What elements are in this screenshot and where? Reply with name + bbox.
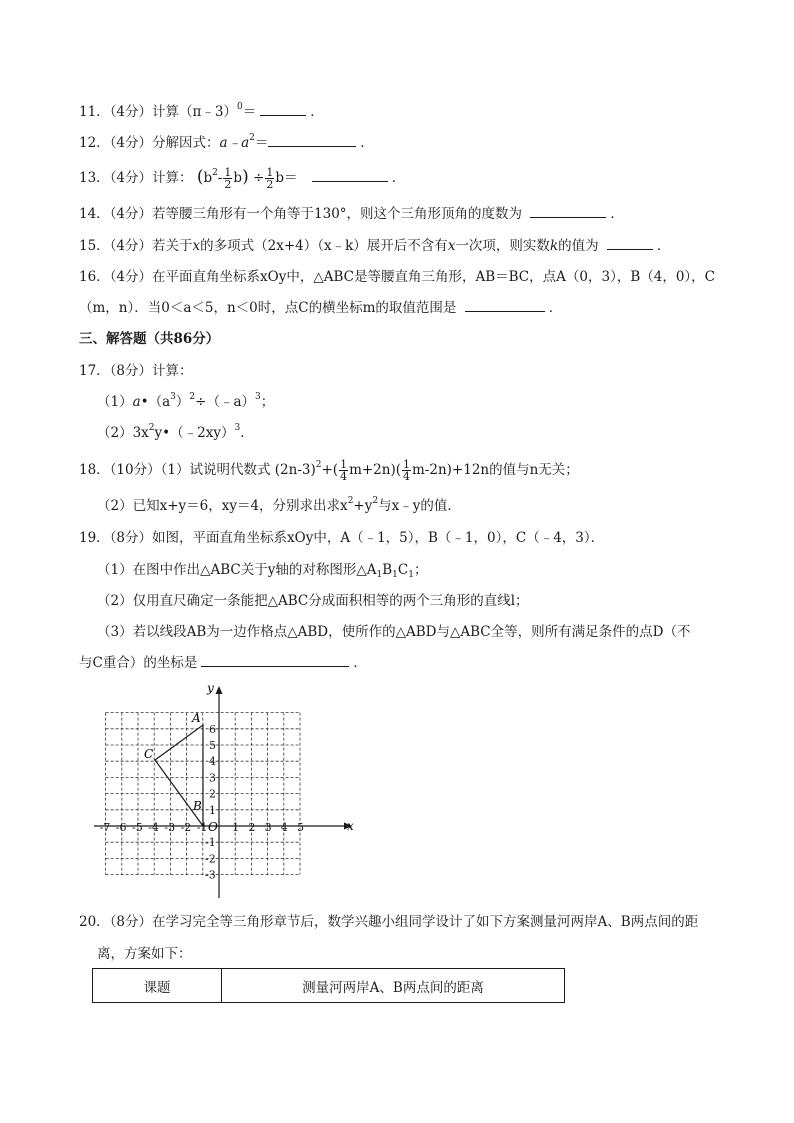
x-axis-label: x bbox=[347, 819, 354, 833]
x-tick-label: 2 bbox=[248, 821, 256, 834]
fraction-half: $\frac{1}{2}$ bbox=[224, 166, 232, 191]
x-tick-label: -1 bbox=[196, 821, 208, 834]
plan-table bbox=[92, 968, 565, 1003]
y-axis-label: y bbox=[207, 681, 214, 695]
question-11: 11．（4分）计算（π﹣3）$^0$＝ ． bbox=[79, 102, 324, 120]
table-label-cell: 课题 bbox=[93, 969, 222, 1003]
question-12: 12．（4分）分解因式：$a﹣a^2=$ ． bbox=[79, 133, 374, 151]
question-19-part2: （2）仅用直尺确定一条能把△ABC分成面积相等的两个三角形的直线l； bbox=[97, 593, 529, 609]
answer-blank[interactable] bbox=[260, 103, 306, 116]
y-tick-label: 6 bbox=[209, 722, 216, 736]
question-17-part1: $(1)a•(a^3)^2\div(﹣a)^3$； bbox=[97, 392, 275, 410]
x-tick-label: -3 bbox=[164, 821, 176, 834]
question-17-part2: $(2)3x^2y•(﹣2xy)^3$． bbox=[97, 423, 254, 441]
y-tick-label: 2 bbox=[209, 787, 216, 801]
point-c-label: C bbox=[144, 747, 154, 761]
answer-blank[interactable] bbox=[312, 169, 388, 182]
y-tick-label: 1 bbox=[209, 803, 216, 817]
y-tick-label: 5 bbox=[209, 739, 216, 752]
answer-blank[interactable] bbox=[201, 654, 349, 667]
answer-blank[interactable] bbox=[530, 205, 606, 218]
x-tick-label: 5 bbox=[297, 821, 304, 834]
question-18-part2: （2）已知x+y＝6，xy＝4，分别求出求$x^2+y^2$与x﹣y的值． bbox=[97, 496, 461, 514]
coordinate-grid-figure bbox=[88, 680, 360, 900]
x-tick-label: -4 bbox=[148, 821, 159, 834]
table-row bbox=[93, 969, 565, 1003]
answer-blank[interactable] bbox=[607, 237, 653, 250]
x-tick-label: 4 bbox=[280, 821, 288, 834]
x-tick-label: 1 bbox=[232, 821, 240, 834]
origin-label: O bbox=[208, 820, 218, 834]
fraction-quarter: $\frac{1}{4}$ bbox=[403, 458, 410, 483]
question-19-part1: （1）在图中作出△ABC关于y轴的对称图形$\triangle A_1B_1C_1$； bbox=[97, 562, 428, 580]
table-value-cell: 测量河两岸A、B两点间的距离 bbox=[222, 969, 565, 1003]
question-15: 15．（4分）若关于x的多项式（2x+4）（x﹣k）展开后不含有x一次项，则实数k的值为 ． bbox=[79, 238, 671, 254]
answer-blank[interactable] bbox=[268, 134, 356, 147]
y-axis-arrow-icon bbox=[216, 686, 223, 694]
point-a-label: A bbox=[192, 711, 201, 725]
question-16-line1: 16．（4分）在平面直角坐标系xOy中，△ABC是等腰直角三角形，AB＝BC，点A（0，3），B（4，0），C bbox=[79, 269, 715, 285]
point-b-label: B bbox=[193, 799, 202, 813]
fraction-half: $\frac{1}{2}$ bbox=[266, 166, 274, 191]
question-20-line1: 20．（8分）在学习完全等三角形章节后，数学兴趣小组同学设计了如下方案测量河两岸A、B两点间的距 bbox=[79, 914, 699, 930]
question-17: 17．（8分）计算： bbox=[79, 363, 193, 379]
question-18-part1: 18．（10分）（1）试说明代数式 $(2n-3)^2+$( $\frac{1}{4}$ m+2n)( $\frac{1}{4}$ m-2n)+12n的值与n无关； bbox=[79, 458, 579, 483]
y-tick-label: -1 bbox=[205, 836, 216, 850]
question-14: 14．（4分）若等腰三角形有一个角等于130°，则这个三角形顶角的度数为 ． bbox=[79, 206, 624, 222]
question-13: 13．（4分）计算： ($b^2-$ $\frac{1}{2}$ b) ÷ $\frac{1}{2}$ b＝ ． bbox=[79, 166, 406, 191]
question-19-part3: （3）若以线段AB为一边作格点△ABD，使所作的△ABD与△ABC全等，则所有满足条件的点D（不 bbox=[97, 624, 691, 640]
x-tick-label: -5 bbox=[132, 821, 143, 834]
question-20-line2: 离，方案如下： bbox=[97, 946, 192, 962]
y-tick-label: -3 bbox=[205, 868, 216, 882]
answer-blank[interactable] bbox=[465, 299, 545, 312]
x-tick-label: -2 bbox=[180, 821, 192, 834]
y-tick-label: 3 bbox=[209, 771, 216, 785]
question-16-line2: （m，n）．当0＜a＜5，n＜0时，点C的横坐标m的取值范围是 ． bbox=[79, 300, 563, 316]
question-19: 19．（8分）如图，平面直角坐标系xOy中，A（﹣1，5），B（﹣1，0），C（﹣4，3）． bbox=[79, 530, 605, 546]
y-tick-label: -2 bbox=[205, 852, 216, 866]
question-19-part3-cont: 与C重合）的坐标是 ． bbox=[79, 655, 367, 671]
x-tick-label: 3 bbox=[264, 821, 272, 834]
x-tick-label: -7 bbox=[99, 821, 111, 834]
fraction-quarter: $\frac{1}{4}$ bbox=[340, 458, 348, 483]
section-heading: 三、解答题（共86分） bbox=[79, 331, 220, 347]
x-tick-label: -6 bbox=[115, 821, 127, 834]
y-tick-label: 4 bbox=[209, 755, 216, 769]
